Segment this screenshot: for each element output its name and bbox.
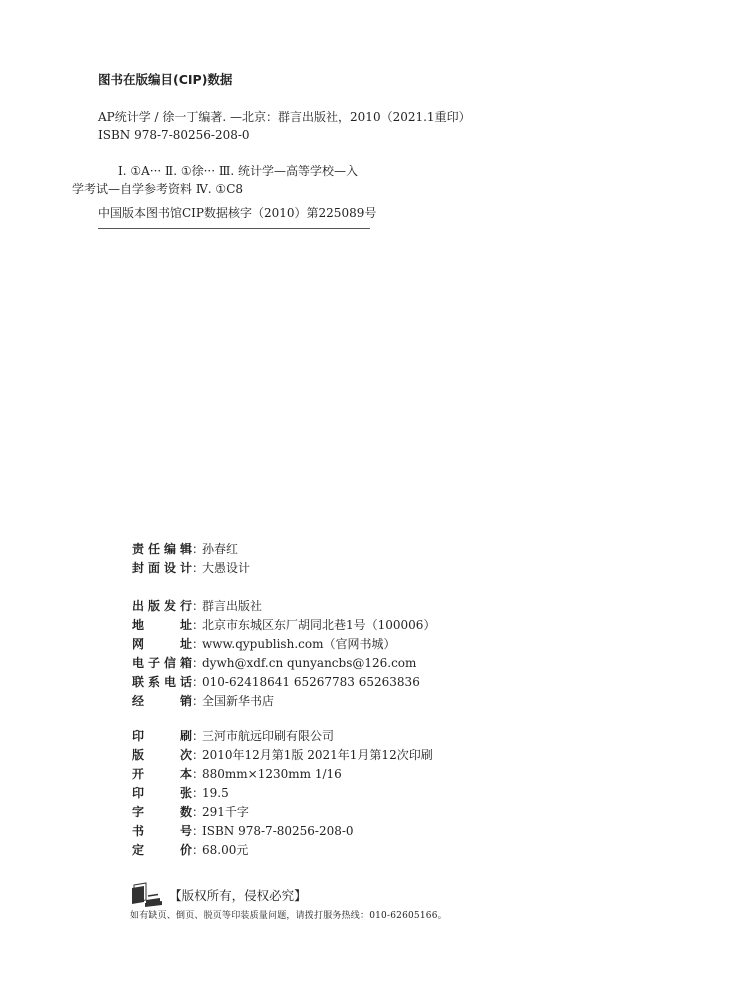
- printing-value: 三河市航远印刷有限公司: [202, 729, 335, 743]
- printing-label: 定价: [132, 843, 192, 857]
- copyright-notice: 【版权所有，侵权必究】: [169, 888, 307, 903]
- credit-value: 大愚设计: [202, 561, 251, 575]
- printing-row: 定价 ： 68.00元: [132, 841, 552, 860]
- publisher-block: [132, 597, 552, 711]
- publisher-value: dywh@xdf.cn qunyancbs@126.com: [202, 656, 417, 670]
- printing-row: 字数 ： 291千字: [132, 803, 552, 822]
- publisher-label: 出版发行: [132, 599, 192, 613]
- printing-row: 书号 ： ISBN 978-7-80256-208-0: [132, 822, 552, 841]
- publisher-value: 010-62418641 65267783 65263836: [202, 675, 420, 689]
- publisher-label: 电子信箱: [132, 656, 192, 670]
- printing-row: 印张 ： 19.5: [132, 784, 552, 803]
- credit-row-editor: 责任编辑 ： 孙春红: [132, 540, 552, 559]
- publisher-row: 网址 ： www.qypublish.com（官网书城）: [132, 635, 552, 654]
- printing-value: 19.5: [202, 786, 229, 800]
- publisher-value: www.qypublish.com（官网书城）: [202, 637, 396, 651]
- cip-record-number: 中国版本图书馆CIP数据核字（2010）第225089号: [98, 206, 377, 220]
- credit-label: 封面设计: [132, 561, 192, 575]
- printing-label: 书号: [132, 824, 192, 838]
- cip-title: 图书在版编目(CIP)数据: [98, 72, 233, 87]
- publisher-row: 出版发行 ： 群言出版社: [132, 597, 552, 616]
- publisher-label: 联系电话: [132, 675, 192, 689]
- open-book-logo-icon: [130, 882, 164, 908]
- printing-label: 字数: [132, 805, 192, 819]
- publisher-row: 经销 ： 全国新华书店: [132, 692, 552, 711]
- cip-classification-continued: 学考试—自学参考资料 Ⅳ. ①C8: [72, 182, 244, 196]
- printing-label: 印张: [132, 786, 192, 800]
- printing-block: [132, 727, 552, 860]
- footer: [130, 882, 580, 922]
- publisher-value: 全国新华书店: [202, 694, 275, 708]
- publisher-label: 经销: [132, 694, 192, 708]
- publisher-label: 地址: [132, 618, 192, 632]
- credit-label: 责任编辑: [132, 542, 192, 556]
- printing-value: 880mm×1230mm 1/16: [202, 767, 342, 781]
- printing-label: 印刷: [132, 729, 192, 743]
- publisher-row: 联系电话 ： 010-62418641 65267783 65263836: [132, 673, 552, 692]
- cip-title-line: AP统计学 / 徐一丁编著. —北京：群言出版社，2010（2021.1重印）: [98, 110, 471, 124]
- publisher-row: 地址 ： 北京市东城区东厂胡同北巷1号（100006）: [132, 616, 552, 635]
- printing-label: 开本: [132, 767, 192, 781]
- cip-block: [72, 70, 478, 229]
- credit-value: 孙春红: [202, 542, 239, 556]
- publisher-value: 北京市东城区东厂胡同北巷1号（100006）: [202, 618, 436, 632]
- print-quality-hotline: 如有缺页、倒页、脱页等印装质量问题，请拨打服务热线：010-62605166。: [130, 911, 447, 921]
- credits-block: [132, 540, 552, 578]
- printing-row: 印刷 ： 三河市航远印刷有限公司: [132, 727, 552, 746]
- printing-row: 版次 ： 2010年12月第1版 2021年1月第12次印刷: [132, 746, 552, 765]
- printing-value: ISBN 978-7-80256-208-0: [202, 824, 354, 838]
- publisher-label: 网址: [132, 637, 192, 651]
- publisher-value: 群言出版社: [202, 599, 263, 613]
- printing-value: 2010年12月第1版 2021年1月第12次印刷: [202, 748, 433, 762]
- printing-value: 291千字: [202, 805, 249, 819]
- cip-divider: [98, 228, 370, 229]
- credit-row-cover: 封面设计 ： 大愚设计: [132, 559, 552, 578]
- printing-row: 开本 ： 880mm×1230mm 1/16: [132, 765, 552, 784]
- printing-value: 68.00元: [202, 843, 249, 857]
- cip-classification-line: Ⅰ. ①A··· Ⅱ. ①徐··· Ⅲ. 统计学—高等学校—入: [118, 164, 359, 178]
- publisher-row: 电子信箱 ： dywh@xdf.cn qunyancbs@126.com: [132, 654, 552, 673]
- printing-label: 版次: [132, 748, 192, 762]
- cip-isbn-line: ISBN 978-7-80256-208-0: [98, 128, 250, 142]
